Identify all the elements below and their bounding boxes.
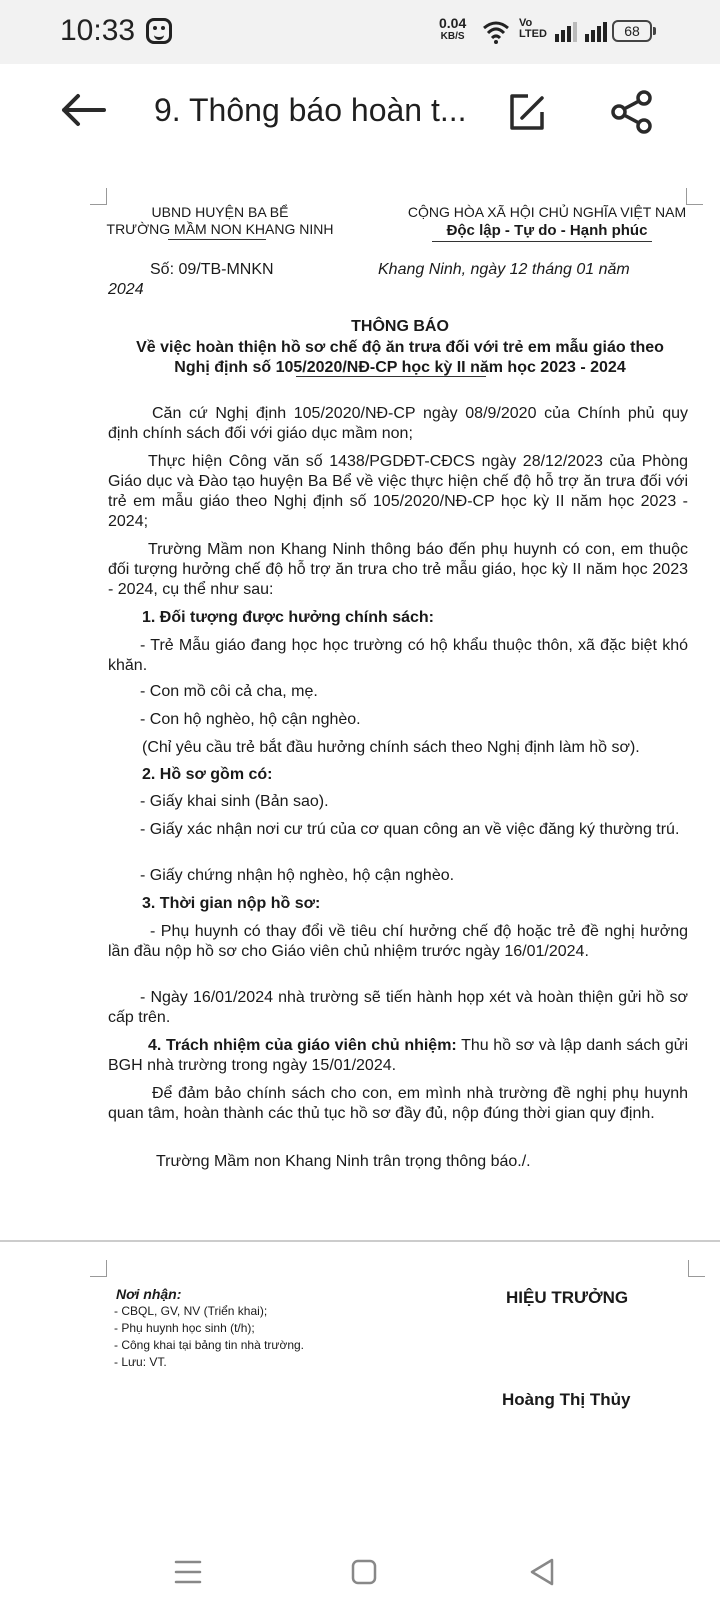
signal-icon-sim2	[585, 22, 609, 42]
recipient-item: - Phụ huynh học sinh (t/h);	[114, 1321, 255, 1335]
status-bar	[0, 0, 720, 64]
list-item: - Giấy chứng nhận hộ nghèo, hộ cận nghèo.	[140, 867, 455, 884]
section-heading: 4. Trách nhiệm của giáo viên chủ nhiệm:	[148, 1037, 457, 1054]
menu-icon[interactable]	[168, 1552, 208, 1592]
section-text: Thu hồ sơ và lập danh sách gửi BGH nhà trường trong ngày 15/01/2024.	[108, 1037, 689, 1074]
list-item: - Con mồ côi cả cha, mẹ.	[140, 683, 318, 700]
back-triangle-icon[interactable]	[522, 1552, 562, 1592]
document-date-year: 2024	[108, 281, 144, 298]
national-title: CỘNG HÒA XÃ HỘI CHỦ NGHĨA VIỆT NAM	[407, 204, 687, 220]
recipient-item: - Công khai tại bảng tin nhà trường.	[114, 1338, 305, 1352]
divider	[432, 241, 652, 242]
document-subtitle-line1: Về việc hoàn thiện hồ sơ chế độ ăn trưa đối với trẻ em mẫu giáo theo	[136, 339, 664, 356]
edit-icon[interactable]	[508, 92, 548, 132]
volte-indicator	[519, 18, 547, 40]
section-heading: 2. Hồ sơ gồm có:	[142, 766, 273, 783]
page-corner-mark	[688, 1260, 705, 1277]
page-title: 9. Thông báo hoàn t...	[154, 92, 467, 128]
paragraph: Trường Mầm non Khang Ninh thông báo đến phụ huynh có con, em thuộc đối tượng hưởng chế độ hỗ trợ ăn trưa cho trẻ mẫu giáo, học kỳ II năm học 2023 - 2024, cụ thể như sau:	[108, 541, 688, 598]
document-title: THÔNG BÁO	[351, 318, 449, 335]
page-corner-mark	[90, 188, 107, 205]
arrow-left-icon[interactable]	[58, 90, 108, 130]
document-date: Khang Ninh, ngày 12 tháng 01 năm	[378, 261, 630, 278]
paragraph: Căn cứ Nghị định 105/2020/NĐ-CP ngày 08/9/2020 của Chính phủ quy định chính sách đối với giáo dục mầm non;	[108, 405, 688, 442]
section-heading: 1. Đối tượng được hưởng chính sách:	[142, 609, 434, 626]
volte-bottom: LTED	[519, 28, 547, 40]
network-speed-unit: KB/S	[440, 31, 465, 42]
paragraph: Để đảm bảo chính sách cho con, em mình nhà trường đề nghị phụ huynh quan tâm, hoàn thành các thủ tục hồ sơ đầy đủ, nộp đúng thời gian quy định.	[108, 1085, 688, 1122]
issuer-school: TRƯỜNG MẦM NON KHANG NINH	[106, 221, 334, 237]
signal-icon-sim1	[555, 22, 579, 42]
divider	[168, 239, 266, 240]
issuer-authority: UBND HUYỆN BA BỂ	[151, 204, 289, 220]
share-icon[interactable]	[610, 90, 654, 134]
recipient-item: - Lưu: VT.	[114, 1355, 167, 1369]
paragraph: Thực hiện Công văn số 1438/PGDĐT-CĐCS ngày 28/12/2023 của Phòng Giáo dục và Đào tạo huyện Ba Bể về việc thực hiện chế độ hỗ trợ ăn trưa đối với trẻ em mẫu giáo theo Nghị định số 105/2020/NĐ-CP học kỳ II năm học 2023 - 2024;	[108, 453, 688, 530]
recipient-item: - CBQL, GV, NV (Triển khai);	[114, 1304, 268, 1318]
signer-title: HIỆU TRƯỞNG	[506, 1288, 629, 1307]
list-item: - Con hộ nghèo, hộ cận nghèo.	[140, 711, 361, 728]
page-corner-mark	[90, 1260, 107, 1277]
closing-statement: Trường Mầm non Khang Ninh trân trọng thông báo./.	[156, 1153, 531, 1170]
list-item: - Giấy xác nhận nơi cư trú của cơ quan công an về việc đăng ký thường trú.	[140, 821, 680, 838]
document-subtitle-line2: Nghị định số 105/2020/NĐ-CP học kỳ II năm học 2023 - 2024	[174, 359, 626, 376]
list-item: - Ngày 16/01/2024 nhà trường sẽ tiến hành họp xét và hoàn thiện gửi hồ sơ cấp trên.	[108, 989, 688, 1026]
signer-name: Hoàng Thị Thủy	[502, 1390, 631, 1409]
list-item: - Trẻ Mẫu giáo đang học học trường có hộ khẩu thuộc thôn, xã đặc biệt khó khăn.	[108, 637, 688, 674]
list-item: - Giấy khai sinh (Bản sao).	[140, 793, 329, 810]
section-heading: 3. Thời gian nộp hồ sơ:	[142, 895, 321, 912]
national-motto: Độc lập - Tự do - Hạnh phúc	[446, 222, 648, 239]
battery-icon: 68	[612, 20, 652, 42]
list-item: - Phụ huynh có thay đổi về tiêu chí hưởng chế độ hoặc trẻ đề nghị hưởng lần đầu nộp hồ sơ cho Giáo viên chủ nhiệm trước ngày 16/01/2024.	[108, 923, 688, 960]
divider	[296, 376, 486, 377]
app-bar	[0, 64, 720, 164]
document-number: Số: 09/TB-MNKN	[150, 261, 274, 278]
network-speed	[439, 17, 466, 43]
recipients-heading: Nơi nhận:	[116, 1286, 182, 1302]
note: (Chỉ yêu cầu trẻ bắt đầu hưởng chính sách theo Nghị định làm hồ sơ).	[142, 739, 640, 756]
home-icon[interactable]	[344, 1552, 384, 1592]
volte-top: Vo	[519, 17, 533, 29]
navigation-bar	[0, 1532, 720, 1612]
face-icon	[146, 18, 172, 44]
network-speed-value: 0.04	[439, 15, 467, 31]
wifi-icon	[482, 20, 510, 44]
status-time: 10:33	[60, 14, 136, 47]
page-corner-mark	[686, 188, 703, 205]
paragraph	[108, 1036, 688, 1076]
page-divider	[0, 1240, 720, 1242]
